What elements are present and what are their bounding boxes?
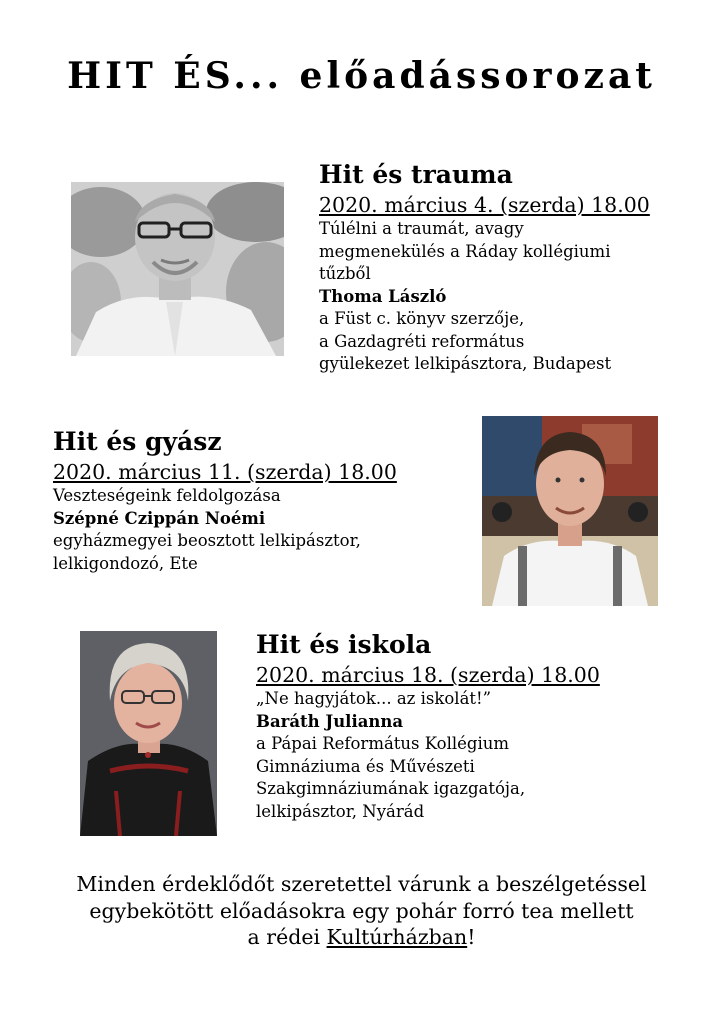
invitation-text (0, 871, 723, 951)
event-role-line: gyülekezet lelkipásztora, Budapest (319, 354, 612, 373)
invitation-prefix: a rédei (247, 925, 327, 949)
event-title: Hit és iskola (256, 630, 432, 659)
invitation-line: Minden érdeklődőt szeretettel várunk a beszélgetéssel (76, 872, 647, 896)
event-role-line: a Füst c. könyv szerzője, (319, 309, 525, 328)
event-topic-line: Veszteségeink feldolgozása (53, 486, 281, 505)
event-date: 2020. március 18. (szerda) 18.00 (256, 663, 600, 687)
event-hit-es-iskola (256, 630, 696, 823)
event-topic-line: megmenekülés a Ráday kollégiumi (319, 241, 611, 261)
event-role-line: lelkipásztor, Nyárád (256, 801, 425, 821)
event-role-line: egyházmegyei beosztott lelkipásztor, (53, 531, 361, 550)
event-speaker: Thoma László (319, 286, 447, 306)
event-date: 2020. március 11. (szerda) 18.00 (53, 460, 397, 484)
event-hit-es-gyasz (53, 427, 473, 575)
event-topic-line: „Ne hagyjátok... az iskolát!” (256, 689, 492, 708)
venue-link[interactable]: Kultúrházban (326, 925, 468, 949)
event-role-line: Gimnáziuma és Művészeti (256, 756, 475, 776)
event-title: Hit és gyász (53, 427, 222, 456)
speaker-photo-barath (80, 631, 217, 836)
event-date: 2020. március 4. (szerda) 18.00 (319, 193, 650, 217)
speaker-photo-thoma (71, 182, 284, 356)
event-speaker: Szépné Czippán Noémi (53, 508, 266, 528)
speaker-photo-czippan (482, 416, 658, 606)
event-topic-line: Túlélni a traumát, avagy (319, 219, 524, 238)
event-topic-line: tűzből (319, 264, 371, 283)
event-role-line: lelkigondozó, Ete (53, 553, 198, 573)
event-speaker: Baráth Julianna (256, 711, 404, 731)
event-hit-es-trauma (319, 160, 714, 376)
invitation-line: egybekötött előadásokra egy pohár forró tea mellett (89, 898, 634, 923)
event-role-line: a Pápai Református Kollégium (256, 734, 510, 753)
event-title: Hit és trauma (319, 160, 513, 189)
invitation-suffix: ! (467, 925, 476, 949)
event-role-line: Szakgimnáziumának igazgatója, (256, 779, 526, 798)
poster-title: HIT ÉS... előadássorozat (67, 55, 656, 97)
invitation-line (0, 924, 723, 951)
event-role-line: a Gazdagréti református (319, 331, 525, 351)
